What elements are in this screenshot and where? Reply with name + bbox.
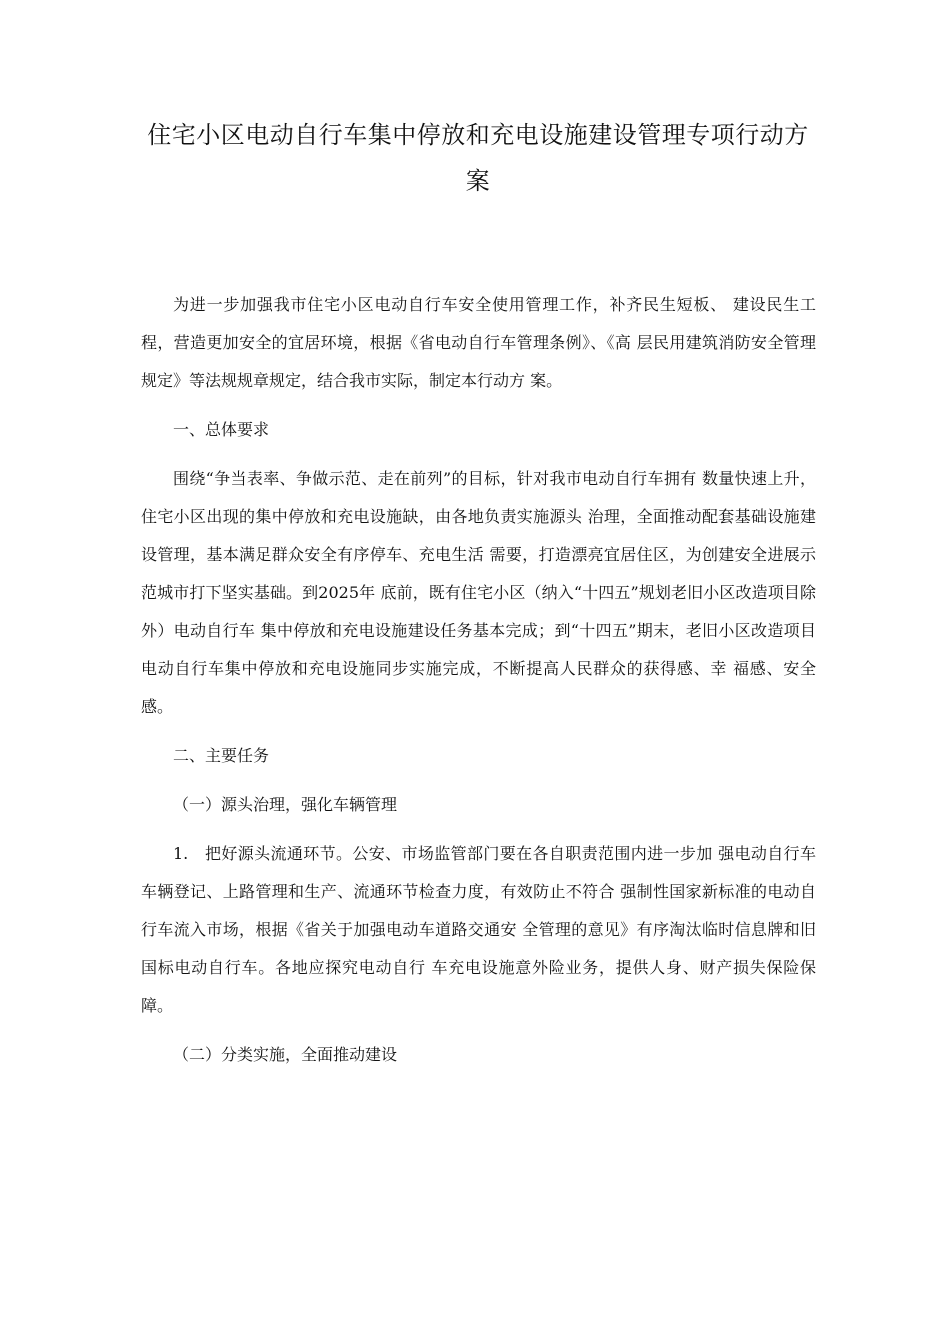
- subsection-heading-source-governance: （一）源头治理，强化车辆管理: [173, 795, 398, 814]
- document-body: [141, 286, 816, 1074]
- intro-paragraph: 为进一步加强我市住宅小区电动自行车安全使用管理工作，补齐民生短板、 建设民生工程，营造更加安全的宜居环境，根据《省电动自行车管理条例》、《高 层民用建筑消防安全管理规定》等法规规章规定，结合我市实际，制定本行动方 案。: [141, 295, 816, 390]
- task-item-1-paragraph: 1. 把好源头流通环节。公安、市场监管部门要在各自职责范围内进一步加 强电动自行车车辆登记、上路管理和生产、流通环节检查力度，有效防止不符合 强制性国家新标准的电动自行车流入市场，根据《省关于加强电动车道路交通安 全管理的意见》有序淘汰临时信息牌和旧国标电动自行车。各地应探究电动自行 车充电设施意外险业务，提供人身、财产损失保险保障。: [141, 844, 816, 1015]
- document-title: 住宅小区电动自行车集中停放和充电设施建设管理专项行动方案: [147, 121, 809, 195]
- section-heading-general-requirements: 一、总体要求: [173, 420, 270, 439]
- section-heading-main-tasks: 二、主要任务: [173, 746, 270, 765]
- general-requirements-paragraph: 围绕“争当表率、争做示范、走在前列”的目标，针对我市电动自行车拥有 数量快速上升，住宅小区出现的集中停放和充电设施缺，由各地负责实施源头 治理，全面推动配套基础设施建设管理，基本满足群众安全有序停车、充电生活 需要，打造漂亮宜居住区，为创建安全进展示范城市打下坚实基础。到2025年 底前，既有住宅小区（纳入“十四五”规划老旧小区改造项目除外）电动自行车 集中停放和充电设施建设任务基本完成；到“十四五”期末，老旧小区改造项目 电动自行车集中停放和充电设施同步实施完成，不断提高人民群众的获得感、幸 福感、安全感。: [141, 469, 816, 716]
- subsection-heading-classified-implementation: （二）分类实施，全面推动建设: [173, 1045, 398, 1064]
